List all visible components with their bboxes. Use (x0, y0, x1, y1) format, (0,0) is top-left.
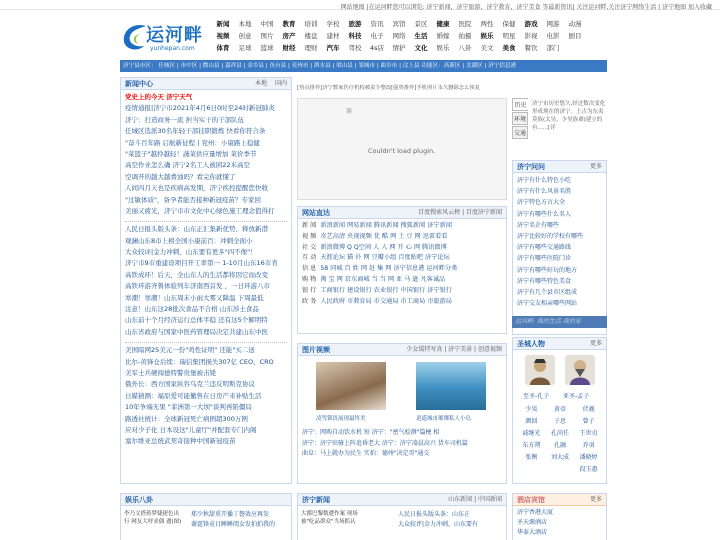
news-item[interactable]: 济宁名企有哪些 (517, 221, 560, 229)
site-directory-category: 社 交 (302, 243, 317, 251)
nav-link[interactable]: 两性 (480, 19, 494, 28)
person-link[interactable]: 潘晓婷 (579, 454, 598, 461)
site-directory-links[interactable]: 百度搜索风云榜 | 百度济宁新闻 (418, 209, 502, 216)
site-directory-category: 政 务 (302, 297, 317, 305)
tab-environment[interactable]: 环境 (512, 112, 528, 125)
featured-name-1[interactable]: 至圣-孔子 (523, 393, 550, 400)
news-item[interactable]: 美丽又疲光，济宁市市文化中心绿色施工理念值得打 (125, 206, 275, 215)
news-item[interactable]: 济宁特色方言大全 (517, 199, 566, 207)
news-item[interactable]: 日媒猜测：福原爱可能撤售在日房产来补贴生活 (125, 391, 262, 400)
news-item[interactable]: 山东前十个月经济运行总体平稳 还有这5个解明特 (125, 316, 268, 325)
city-intro (512, 98, 607, 153)
nav-link[interactable]: 资讯 (370, 19, 384, 28)
site-directory-row (298, 275, 506, 286)
nav-link[interactable]: 科技 (348, 31, 362, 40)
city-intro-text: 济宁市历史悠久,经过数次变化形成现在的济宁。上古为东夷莫族(太昊、少昊族裔)建立的有......[详 (532, 101, 606, 131)
nav-row (212, 29, 607, 41)
nav-link[interactable]: 财经 (282, 43, 296, 52)
person-link[interactable]: 颜回 (525, 418, 538, 425)
nav-link[interactable]: 汽车 (326, 43, 340, 52)
nav-link[interactable]: 网游 (546, 19, 560, 28)
jining-news-box (297, 493, 507, 540)
news-item[interactable]: 人民日报头版头条：山东正汇集新优势、释放新潜 (125, 225, 268, 234)
nav-link[interactable]: 八卦 (458, 43, 472, 52)
hotel-title: 酒店宾馆 (517, 496, 545, 504)
nav-link[interactable]: 娱乐 (436, 43, 450, 52)
top-bar (0, 0, 720, 10)
mencius-portrait[interactable] (565, 355, 595, 385)
person-link[interactable]: 黄帝 (553, 406, 566, 413)
news-item[interactable]: 任城区选派30名年轻干部挂职锻炼 快看你符合条 (125, 127, 266, 136)
news-item[interactable]: 寒潮！寒潮！山东周末小雨大雾又降温 下周最低 (125, 293, 264, 302)
site-directory-row (298, 221, 506, 232)
site-directory-links[interactable]: 工商银行 建设银行 农业银行 中国银行 济宁银行 (320, 286, 452, 294)
nav-link[interactable]: 驾校 (348, 43, 362, 52)
photo-news-list (298, 426, 506, 462)
news-item[interactable]: 美军士兵硬闯德特警贵堡被击毙 (125, 368, 216, 377)
jining-news-title: 济宁新闻 (302, 496, 330, 504)
notable-people (512, 337, 607, 484)
nav-link[interactable]: 生活 (414, 31, 428, 40)
nav-link[interactable]: 图片 (260, 31, 274, 40)
news-item[interactable]: 高铁环游齐鲁体验列车济南西首发 ，一日环游八市 (125, 282, 271, 291)
nav-link[interactable]: 景区 (414, 19, 428, 28)
news-item[interactable]: 济宁有什么风景名胜 (517, 188, 572, 196)
tab-history[interactable]: 历史 (512, 98, 528, 111)
news-item[interactable]: 俄外长：西方国家纵容乌克兰违反明斯克协议 (125, 380, 255, 389)
nav-link[interactable]: 建材 (326, 31, 340, 40)
plugin-error-text: Couldn't load plugin. (368, 147, 436, 155)
news-item[interactable]: 济宁市9市重建设项目开工率第一 1-10月山东16市省 (125, 259, 278, 268)
slogan-banner: 运河畔: 我的生活 我的家 (512, 316, 607, 328)
nav-link[interactable]: 美文 (480, 43, 494, 52)
nav-link[interactable]: 文化 (414, 43, 428, 52)
jining-qa (512, 160, 607, 335)
nav-link[interactable]: 婚嫁 (436, 31, 450, 40)
news-list-province (121, 224, 291, 340)
photo-thumb-2[interactable] (416, 362, 486, 410)
nav-link[interactable]: 足球 (238, 43, 252, 52)
site-directory-links[interactable]: 淘 宝 网 京东商城 当 当 网 亚 马 逊 凡客诚品 (320, 275, 446, 283)
person-link[interactable]: 乔羽 (582, 442, 595, 449)
news-item[interactable]: 济宁交友相亲哪些网站 (517, 300, 578, 308)
nav-link[interactable]: 部门 (546, 43, 560, 52)
site-directory-row (298, 243, 506, 254)
news-item[interactable]: 美国暗网25美元一份"鸡性证明" 还能"买二送 (125, 346, 255, 355)
news-item[interactable]: 济宁比较好的学校有哪些 (517, 232, 584, 240)
news-item[interactable]: 路透社统计：全球新冠死亡病例超300万例 (125, 414, 248, 423)
notable-people-more[interactable]: 更多 (589, 340, 602, 347)
news-item[interactable]: 济宁：济宁驻骑上阵追昏老大 济宁：济宁凌晨高兴 货车司机篇 (302, 439, 468, 447)
news-item[interactable]: 人间四月天也是疾病高发期，济宁疾控提醒您快收 (125, 184, 268, 193)
news-center-title: 新闻中心 (125, 80, 153, 88)
news-item[interactable]: 济宁有哪些什么名人 (517, 210, 572, 218)
site-directory-links[interactable]: 奇艺高清 央视视频 优 酷 网 土 豆 网 迅雷看看 (320, 232, 448, 240)
entertainment-thumb-caption[interactable]: 李乃文搭蒋梦婕捷色出行 网友大呼求偶 遇(图) (124, 511, 182, 525)
nav-link[interactable]: 楼盘 (304, 31, 318, 40)
city-bar[interactable]: 济宁县市区： 任城区 | 市中区 | 微山县 | 嘉祥县 | 金乡县 | 鱼台县 | 兖州市 | 泗水县 | 梁山县 | 邹城市 | 曲阜市 | 汶上县 功能区：高新区 | 北湖区 | 济宁信息港 (120, 60, 607, 72)
site-directory-category: 互 动 (302, 254, 317, 262)
news-item[interactable]: 10年争端无果 "菲洲第一大坝"谈判再陷僵局 (125, 403, 252, 412)
person-link[interactable]: 曾子 (582, 418, 595, 425)
nav-link[interactable]: 电子 (370, 31, 384, 40)
nav-row (212, 41, 607, 53)
hotel-item[interactable]: 济宁香港大厦 (517, 509, 554, 516)
news-item[interactable]: 应对少子化 日本设这"儿童厅"并配套专门内阁 (125, 425, 257, 434)
news-item[interactable]: 济宁有哪些交通路线 (517, 244, 572, 252)
person-link[interactable] (546, 464, 575, 473)
hotel-item[interactable]: 华泰大酒店 (517, 529, 548, 536)
main-nav (212, 17, 607, 57)
news-list-local (121, 90, 291, 219)
site-directory-links[interactable]: 58 同城 百 姓 网 赶 集 网 济宁信息港 运河畔分类 (320, 265, 458, 273)
person-link[interactable] (517, 464, 546, 473)
person-link[interactable]: 段玉惠 (579, 466, 598, 473)
news-item[interactable]: 高空作业怎么确 济宁2名工人被困22米高空 (125, 161, 250, 170)
news-list-world (121, 345, 291, 450)
photo-caption-2[interactable]: 逍遥城市璀璨私人小岛 (416, 416, 472, 422)
jining-news-item[interactable]: 大众较评|金力冲刺，山东要有 (398, 521, 479, 528)
nav-link[interactable]: 网络 (392, 31, 406, 40)
jining-qa-list (513, 173, 606, 311)
nav-link[interactable]: 中国 (260, 19, 274, 28)
news-item[interactable]: 济宁：网购自动饮水机 短 济宁："密气检测"篇梗 相 (302, 429, 440, 436)
person-link[interactable]: 孔尚任 (550, 430, 569, 437)
nav-link[interactable]: 创意 (238, 31, 252, 40)
site-directory-row (298, 297, 506, 308)
hotel-more[interactable]: 更多 (589, 496, 602, 503)
confucius-portrait[interactable] (525, 355, 555, 385)
news-item[interactable]: 济宁有什么特色小吃 (517, 177, 572, 184)
site-directory-category: 信 息 (302, 265, 317, 273)
news-item[interactable]: 塞尔维亚总统武契奇接种中国新冠疫苗 (125, 437, 236, 446)
people-grid (517, 404, 603, 473)
plugin-marker: 赛 (346, 108, 353, 115)
hotel-item[interactable]: 圣天源酒店 (517, 519, 548, 526)
tab-domestic[interactable]: 国内 (274, 80, 287, 87)
news-item[interactable]: 曲阜：马上就办为民生 实拍：德州"决定哥"通交 (302, 450, 430, 457)
site-directory-links[interactable]: 新浪微博 Q Q空间 人 人 网 开 心 网 腾讯微博 (320, 243, 447, 251)
news-item[interactable]: 观澜山东8市上榜全国小康前百：冲刺全面小 (125, 236, 253, 245)
nav-link[interactable]: 视频 (216, 31, 230, 40)
nav-link[interactable]: 宾馆 (392, 19, 406, 28)
nav-link[interactable]: 娱乐 (480, 31, 494, 40)
nav-link[interactable]: 理财 (304, 43, 318, 52)
news-item[interactable]: "过敏体质"，备孕者能否接种新冠疫苗？专家回 (125, 195, 261, 204)
news-item[interactable]: 济宁有几个县市区组成 (517, 288, 578, 296)
nav-link[interactable]: 本地 (238, 19, 252, 28)
nav-link[interactable]: 新闻 (216, 19, 230, 28)
jining-qa-more[interactable]: 更多 (589, 163, 602, 170)
logo-url: yunhepan.com (150, 45, 195, 52)
site-directory-category: 购 物 (302, 275, 317, 283)
nav-link[interactable]: 剧目 (568, 31, 582, 40)
top-bar-text: 网站地图 |在运河畔您可以浏览: 济宁新闻，济宁旅游，济宁教育，济宁美食 等最新资讯| 关注运河畔,关注济宁网络生活 | 济宁地图 加入收藏 (340, 4, 712, 11)
jining-news-item[interactable]: 人民日报头版头条：山东正 (398, 511, 471, 518)
news-item[interactable]: 济宁：打造商务一流 担当实干的干部队伍 (125, 115, 245, 124)
tab-local[interactable]: 本地 (255, 80, 268, 87)
site-directory (297, 206, 507, 334)
entertainment-item[interactable]: 谢霆锋竟日睡睡阅女发拍拍我的 (191, 521, 276, 528)
person-link[interactable]: 东方朔 (522, 442, 541, 449)
nav-link[interactable]: 学校 (326, 19, 340, 28)
site-directory-category: 视 频 (302, 232, 317, 240)
nav-link[interactable]: 篮球 (260, 43, 274, 52)
news-item[interactable]: 济宁有哪些好玩的地方 (517, 266, 578, 274)
photo-thumb-1[interactable] (316, 362, 386, 410)
news-center-header (121, 78, 291, 90)
featured-name-2[interactable]: 亚圣-孟子 (563, 393, 590, 400)
jining-qa-title: 济宁问问 (517, 163, 545, 171)
news-item[interactable]: 空调开的越大越费油吗？看完你就懂了 (125, 172, 236, 181)
news-item[interactable]: 济宁有哪些特色美食 (517, 277, 572, 285)
person-link[interactable]: 王世贞 (579, 430, 598, 437)
site-directory-category: 新 闻 (302, 222, 317, 229)
site-directory-row (298, 253, 506, 264)
news-item[interactable]: 大众较评|金力冲刺，山东要有更多"四不像"！ (125, 248, 257, 257)
news-center (120, 77, 292, 484)
nav-link[interactable]: 房产 (282, 31, 296, 40)
jining-news-links[interactable]: 山东新闻 | 中国新闻 (448, 496, 502, 503)
nav-link[interactable]: 明星 (502, 31, 516, 40)
news-item[interactable]: 注意！山东这28批次食品不合格 山东涉土食品 (125, 305, 259, 314)
person-link[interactable]: 子思 (553, 418, 566, 425)
site-directory-row (298, 264, 506, 275)
news-item[interactable]: "菜篮子"越拎越轻！蔬菜供应量增加 菜价季节 (125, 149, 257, 158)
site-directory-title: 网站直达 (302, 209, 330, 217)
nav-link[interactable]: 保健 (502, 19, 516, 28)
site-directory-links[interactable]: 新浪新闻 网易新闻 腾讯新闻 搜狐新闻 济宁新闻 (320, 222, 452, 229)
site-directory-row (298, 232, 506, 243)
photo-video-links[interactable]: 少女缓特写真 | 济宁美景 | 创意视频 (406, 346, 502, 353)
person-link[interactable]: 少昊 (525, 406, 538, 413)
notable-people-title: 圣城人物 (517, 340, 545, 348)
news-item[interactable]: 党史上的今天 济宁天气 (125, 93, 193, 101)
nav-link[interactable]: 影视 (524, 31, 538, 40)
photo-video-title: 图片视频 (302, 346, 330, 354)
nav-link[interactable]: 电影 (546, 31, 560, 40)
nav-link[interactable]: 培训 (304, 19, 318, 28)
news-item[interactable]: 高铁成环！后天，全山东人的生活都将因它而改变 (125, 270, 268, 279)
photo-caption-1[interactable]: 凌驾锁饥展现最终美 (316, 416, 366, 422)
entertainment-item[interactable]: 郑少秋甜重开播丁磐效应再发 (191, 511, 270, 518)
person-link[interactable]: 刘大成 (550, 454, 569, 461)
news-item[interactable]: "奋斗百年路 启航新征程 | 兖州：小康路上稳健 (125, 138, 260, 147)
hotel-box (512, 493, 607, 540)
jining-news-thumb-caption[interactable]: 大都巴黎数遭作案 现场 被"吃品群众"当场抓认 (301, 511, 358, 525)
news-item[interactable]: 疫情通报|济宁市2021年4月6日0时至24时新冠肺炎 (125, 104, 275, 113)
nav-link[interactable]: 情护 (392, 43, 406, 52)
site-directory-links[interactable]: 天涯论坛 猫 扑 网 豆瓣小组 百度贴吧 济宁论坛 (320, 254, 450, 262)
site-directory-category: 银 行 (302, 286, 317, 294)
logo-text: 运河畔 (146, 25, 203, 46)
nav-link[interactable]: 动漫 (568, 19, 582, 28)
site-directory-links[interactable]: 人民政府 市教育局 市交通局 市工商局 市旅游局 (320, 297, 452, 305)
nav-link[interactable]: 游戏 (524, 19, 538, 28)
nav-link[interactable]: 健康 (436, 19, 450, 28)
news-item[interactable]: 山东省政府与国家中医药管理局决定共建山东中医 (125, 327, 268, 336)
entertainment-title: 娱乐八卦 (125, 496, 153, 504)
person-link[interactable]: 戚继光 (522, 430, 541, 437)
flash-plugin-area (297, 98, 507, 200)
site-directory-row (298, 286, 506, 297)
nav-link[interactable]: 餐饮 (524, 43, 538, 52)
entertainment-box (120, 493, 292, 540)
hot-recommend[interactable]: [热点推荐]济宁数家医疗机构被责令整改[强势推荐]手机照片永久删除怎么恢复 (297, 85, 481, 91)
news-item[interactable]: 济宁有哪些医院门诊 (517, 255, 572, 263)
nav-link[interactable]: 教育 (282, 19, 296, 28)
nav-link[interactable]: 医院 (458, 19, 472, 28)
person-link[interactable]: 张衡 (525, 454, 538, 461)
nav-link[interactable]: 体育 (216, 43, 230, 52)
nav-link[interactable]: 4s店 (369, 43, 385, 52)
nav-link[interactable]: 美食 (502, 43, 516, 52)
news-item[interactable]: 比尔-黄锋仓后续：瑞信集团损失307亿 CEO、CRO (125, 357, 274, 366)
nav-row (212, 17, 607, 29)
nav-link[interactable]: 拍摄 (458, 31, 472, 40)
tab-transport[interactable]: 交通 (512, 126, 528, 139)
site-logo[interactable] (120, 18, 210, 58)
person-link[interactable]: 孔融 (553, 442, 566, 449)
nav-link[interactable]: 旅游 (348, 19, 362, 28)
photo-video (297, 343, 507, 484)
person-link[interactable]: 伏羲 (582, 406, 595, 413)
